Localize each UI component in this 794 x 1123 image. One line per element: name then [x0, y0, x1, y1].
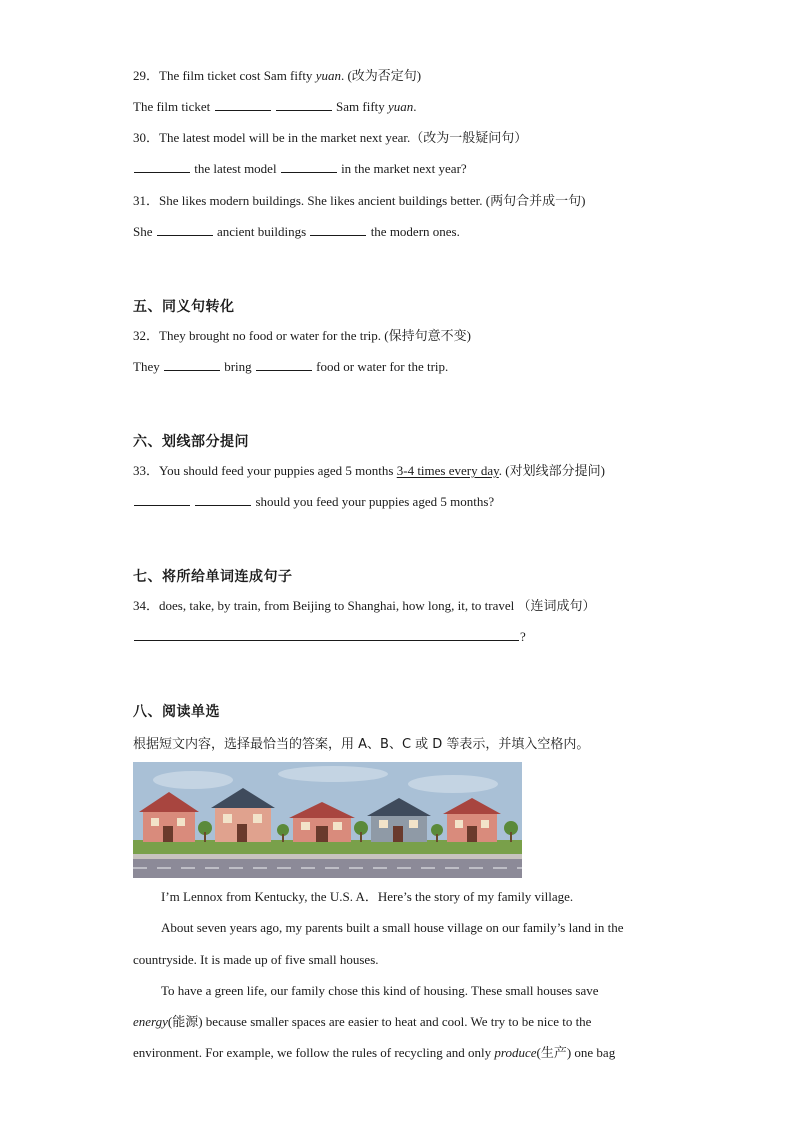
answer-blank[interactable]	[164, 359, 220, 371]
answer-blank[interactable]	[281, 161, 337, 173]
cloud	[408, 775, 498, 793]
passage-text: (生产) one bag	[536, 1045, 616, 1060]
q31-answer-text: She	[133, 224, 156, 239]
q29-prompt-italic: yuan	[315, 68, 341, 83]
q31-answer-text: the modern ones.	[367, 224, 460, 239]
sidewalk	[133, 854, 522, 859]
question-33-answer	[133, 494, 494, 510]
question-33-prompt	[133, 463, 605, 479]
passage-text: (能源) because smaller spaces are easier to heat and cool. We try to be nice to the	[167, 1014, 592, 1029]
passage-paragraph-3-line-1: To have a green life, our family chose this kind of housing. These small houses save	[161, 983, 599, 998]
q32-answer-text: bring	[220, 359, 255, 374]
question-34-prompt: 34．does, take, by train, from Beijing to Shanghai, how long, it, to travel （连词成句）	[133, 598, 596, 613]
question-29-answer	[133, 99, 417, 115]
grass	[133, 840, 522, 854]
passage-text: environment. For example, we follow the rules of recycling and only	[133, 1045, 495, 1060]
question-30-prompt: 30．The latest model will be in the market next year.（改为一般疑问句）	[133, 130, 528, 145]
section-5-heading: 五、同义句转化	[133, 299, 235, 315]
cloud	[278, 766, 388, 782]
glossed-word: produce	[494, 1045, 537, 1060]
q34-answer-text: ?	[520, 629, 526, 644]
passage-paragraph-1: I’m Lennox from Kentucky, the U.S. A．Here’s the story of my family village.	[161, 889, 574, 904]
section-7-heading: 七、将所给单词连成句子	[133, 569, 293, 585]
village-illustration	[133, 762, 522, 878]
q30-answer-text: the latest model	[191, 161, 280, 176]
q32-answer-text: They	[133, 359, 163, 374]
q32-answer-text: food or water for the trip.	[312, 359, 449, 374]
passage-paragraph-3-line-3	[133, 1045, 663, 1061]
question-34-answer	[133, 629, 526, 645]
question-32-prompt: 32．They brought no food or water for the trip. (保持句意不变)	[133, 328, 471, 343]
answer-blank[interactable]	[276, 99, 332, 111]
question-32-answer	[133, 359, 448, 375]
q33-prompt-text: 33．You should feed your puppies aged 5 months	[133, 463, 397, 478]
answer-blank[interactable]	[310, 224, 366, 236]
answer-blank[interactable]	[195, 494, 251, 506]
question-31-answer	[133, 224, 460, 240]
answer-blank[interactable]	[134, 494, 190, 506]
answer-blank[interactable]	[157, 224, 213, 236]
answer-blank[interactable]	[256, 359, 312, 371]
q30-answer-text: in the market next year?	[337, 161, 467, 176]
passage-paragraph-2-line-1: About seven years ago, my parents built a small house village on our family’s land in the	[161, 920, 624, 935]
q33-answer-text: should you feed your puppies aged 5 months?	[252, 494, 495, 509]
question-31-prompt: 31．She likes modern buildings. She likes ancient buildings better. (两句合并成一句)	[133, 193, 586, 208]
glossed-word: energy	[133, 1014, 168, 1029]
q31-answer-text: ancient buildings	[213, 224, 310, 239]
section-6-heading: 六、划线部分提问	[133, 434, 249, 450]
section-8-instruction: 根据短文内容，选择最恰当的答案，用 A、B、C 或 D 等表示，并填入空格内。	[133, 737, 590, 752]
cloud	[153, 771, 233, 789]
passage-paragraph-3-line-2	[133, 1014, 663, 1030]
question-29-prompt	[133, 68, 421, 84]
q29-answer-text: .	[413, 99, 417, 114]
answer-blank[interactable]	[134, 161, 190, 173]
q29-answer-text: Sam fifty	[332, 99, 389, 114]
q29-prompt-text: 29．The film ticket cost Sam fifty	[133, 68, 316, 83]
passage-paragraph-2-line-2: countryside. It is made up of five small houses.	[133, 952, 379, 967]
q29-answer-text: The film ticket	[133, 99, 214, 114]
q33-prompt-instruction: . (对划线部分提问)	[498, 463, 605, 478]
question-30-answer	[133, 161, 467, 177]
section-8-heading: 八、阅读单选	[133, 704, 220, 720]
answer-blank[interactable]	[215, 99, 271, 111]
q29-prompt-instruction: . (改为否定句)	[340, 68, 422, 83]
answer-blank-long[interactable]	[134, 629, 519, 641]
q29-answer-italic: yuan	[388, 99, 414, 114]
q33-underlined-part: 3-4 times every day	[396, 463, 499, 478]
